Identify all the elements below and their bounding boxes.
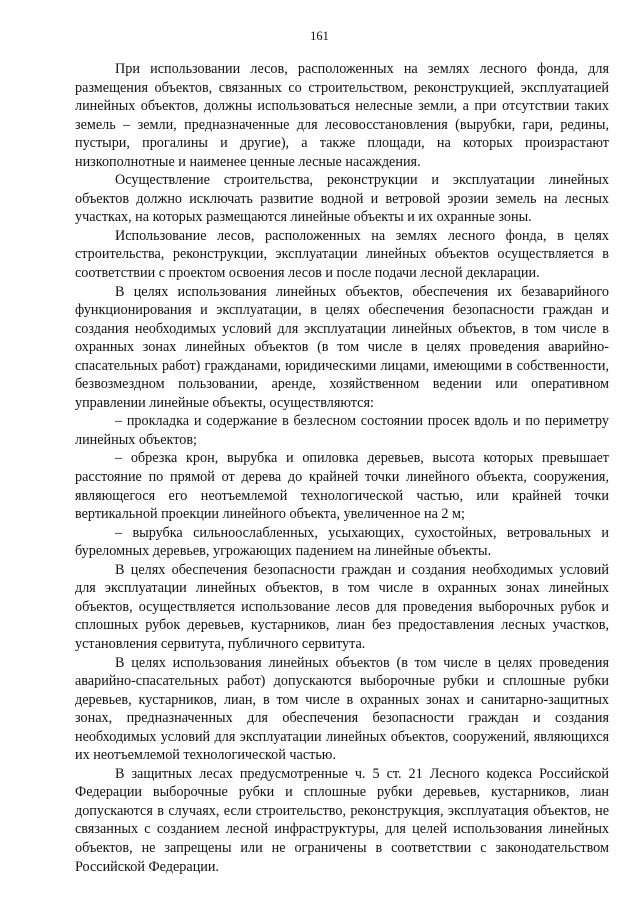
paragraph: Использование лесов, расположенных на землях лесного фонда, в целях строительства, реконструкции, эксплуатации линейных объектов осуществляется в соответствии с проектом освоения лесов и после подачи лесной декларации. — [75, 227, 609, 282]
paragraph: При использовании лесов, расположенных на землях лесного фонда, для размещения объектов, связанных со строительством, реконструкцией, эксплуатацией линейных объектов, должны использоваться нелесные земли, а при отсутствии таких земель – земли, предназначенные для лесовосстановления (вырубки, гари, редины, пустыри, прогалины и другие), а также площади, на которых произрастают низкополнотные и наименее ценные лесные насаждения. — [75, 61, 609, 170]
paragraph: В целях использования линейных объектов, обеспечения их безаварийного функционирования и эксплуатации, в целях обеспечения безопасности граждан и создания необходимых условий для эксплуатации линейных объектов, в том числе в охранных зонах линейных объектов (в том числе в целях проведения аварийно-спасательных работ) гражданами, юридическими лицами, имеющими в собственности, безвозмездном пользовании, аренде, хозяйственном ведении или оперативном управлении линейные объекты, осуществляются: — [75, 283, 609, 411]
paragraph: В целях использования линейных объектов (в том числе в целях проведения аварийно-спасательных работ) допускаются выборочные рубки и сплошные рубки деревьев, кустарников, лиан, в том числе в охранных зонах и санитарно-защитных зонах, предназначенных для обеспечения безопасности граждан и создания необходимых условий для эксплуатации линейных объектов, сооружений, являющихся их неотъемлемой технологической частью. — [75, 654, 609, 764]
paragraph: Осуществление строительства, реконструкции и эксплуатации линейных объектов должно исключать развитие водной и ветровой эрозии земель на лесных участках, на которых размещаются линейные объекты и их охранные зоны. — [75, 172, 609, 226]
list-item: – вырубка сильноослабленных, усыхающих, сухостойных, ветровальных и буреломных деревьев, угрожающих падением на линейные объекты. — [75, 524, 609, 560]
list-item: – прокладка и содержание в безлесном состоянии просек вдоль и по периметру линейных объектов; — [75, 413, 609, 448]
page-number: 161 — [310, 29, 329, 43]
list-item: – обрезка крон, вырубка и опиловка деревьев, высота которых превышает расстояние по прямой от дерева до крайней точки линейного объекта, сооружения, являющегося его неотъемлемой технологической частью, или крайней точки вертикальной проекции линейного объекта, увеличенное на 2 м; — [75, 450, 609, 523]
paragraph: В целях обеспечения безопасности граждан и создания необходимых условий для эксплуатации линейных объектов, в том числе в охранных зонах линейных объектов, осуществляется использование лесов для проведения выборочных рубок и сплошных рубок деревьев, кустарников, лиан без предоставления лесных участков, установления сервитута, публичного сервитута. — [75, 561, 609, 652]
paragraph: В защитных лесах предусмотренные ч. 5 ст. 21 Лесного кодекса Российской Федерации выборочные рубки и сплошные рубки деревьев, кустарников, лиан допускаются в случаях, если строительство, реконструкция, эксплуатация объектов, не связанных с созданием лесной инфраструктуры, для целей использования линейных объектов, не запрещены или не ограничены в соответствии с законодательством Российской Федерации. — [75, 765, 609, 875]
document-body — [75, 60, 609, 876]
